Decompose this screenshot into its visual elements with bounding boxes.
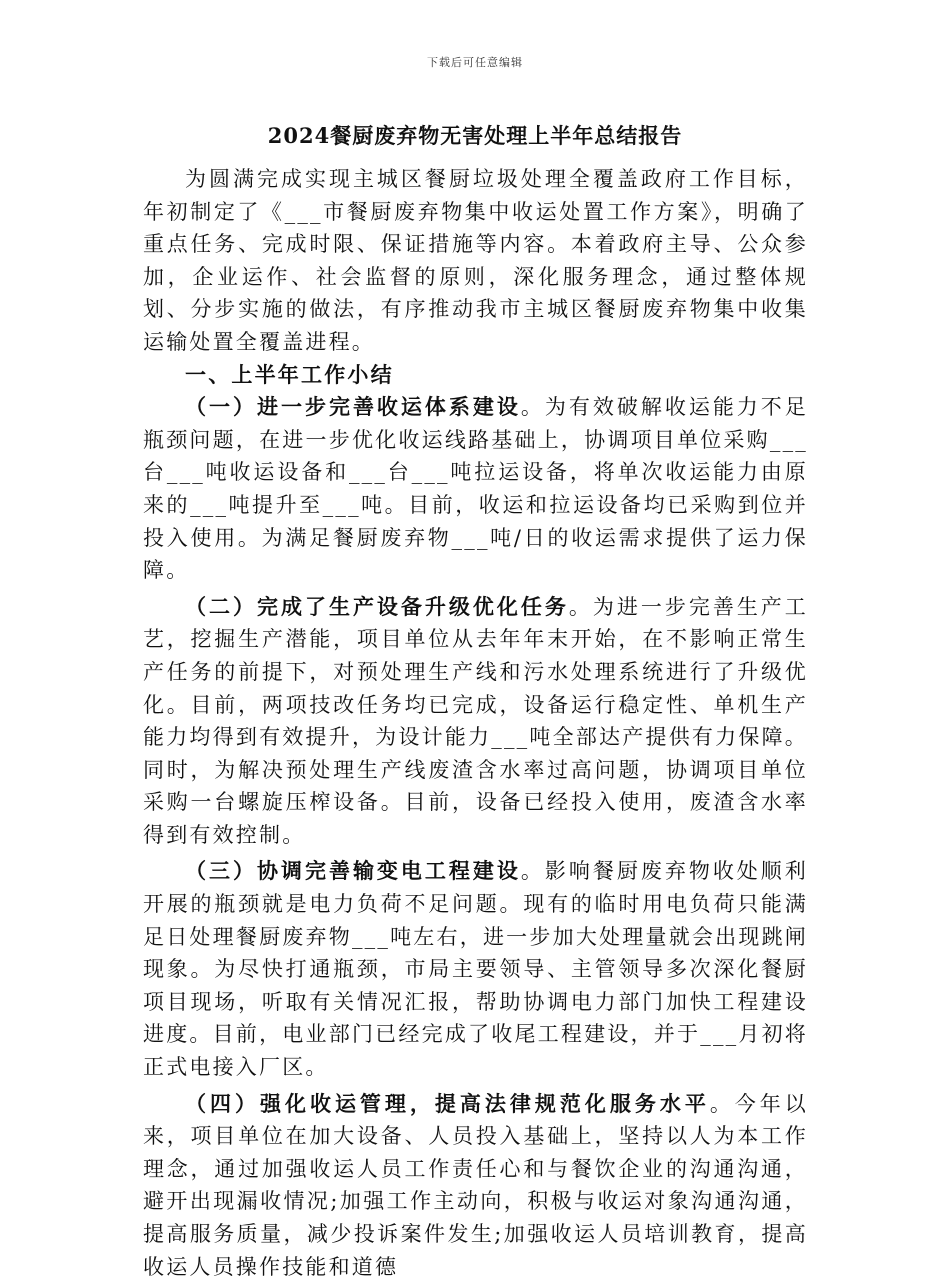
document-body	[143, 163, 808, 1283]
item-paragraph-4	[143, 1088, 808, 1283]
item-text: 。为进一步完善生产工艺，挖掘生产潜能，项目单位从去年年末开始，在不影响正常生产任务的前提下，对预处理生产线和污水处理系统进行了升级优化。目前，两项技改任务均已完成，设备运行稳定性、单机生产能力均得到有效提升，为设计能力___吨全部达产提供有力保障。同时，为解决预处理生产线废渣含水率过高问题，协调项目单位采购一台螺旋压榨设备。目前，设备已经投入使用，废渣含水率得到有效控制。	[143, 594, 809, 847]
document-title: 2024餐厨废弃物无害处理上半年总结报告	[267, 123, 683, 148]
item-paragraph-3	[143, 855, 808, 1083]
item-text: 。为有效破解收运能力不足瓶颈问题，在进一步优化收运线路基础上，协调项目单位采购___台___吨收运设备和___台___吨拉运设备，将单次收运能力由原来的___吨提升至___吨。目前，收运和拉运设备均已采购到位并投入使用。为满足餐厨废弃物___吨/日的收运需求提供了运力保障。	[143, 395, 808, 583]
item-lead: （四）强化收运管理，提高法律规范化服务水平	[185, 1090, 710, 1116]
header-note: 下载后可任意编辑	[427, 56, 523, 69]
item-text: 。影响餐厨废弃物收处顺利开展的瓶颈就是电力负荷不足问题。现有的临时用电负荷只能满足日处理餐厨废弃物___吨左右，进一步加大处理量就会出现跳闸现象。为尽快打通瓶颈，市局主要领导、主管领导多次深化餐厨项目现场，听取有关情况汇报，帮助协调电力部门加快工程建设进度。目前，电业部门已经完成了收尾工程建设，并于___月初将正式电接入厂区。	[143, 859, 808, 1080]
item-paragraph-1	[143, 391, 808, 587]
item-lead: （一）进一步完善收运体系建设	[185, 394, 521, 420]
section-heading: 一、上半年工作小结	[185, 361, 394, 387]
item-paragraph-2	[143, 591, 808, 852]
item-lead: （三）协调完善输变电工程建设	[185, 858, 521, 884]
item-lead: （二）完成了生产设备升级优化任务	[185, 593, 569, 619]
intro-paragraph: 为圆满完成实现主城区餐厨垃圾处理全覆盖政府工作目标，年初制定了《___市餐厨废弃物集中收运处置工作方案》，明确了重点任务、完成时限、保证措施等内容。本着政府主导、公众参加，企业运作、社会监督的原则，深化服务理念，通过整体规划、分步实施的做法，有序推动我市主城区餐厨废弃物集中收集运输处置全覆盖进程。	[143, 167, 808, 354]
item-text: 。今年以来，项目单位在加大设备、人员投入基础上，坚持以人为本工作理念，通过加强收运人员工作责任心和与餐饮企业的沟通沟通，避开出现漏收情况;加强工作主动向，积极与收运对象沟通沟通，提高服务质量，减少投诉案件发生;加强收运人员培训教育，提高收运人员操作技能和道德	[143, 1091, 808, 1279]
